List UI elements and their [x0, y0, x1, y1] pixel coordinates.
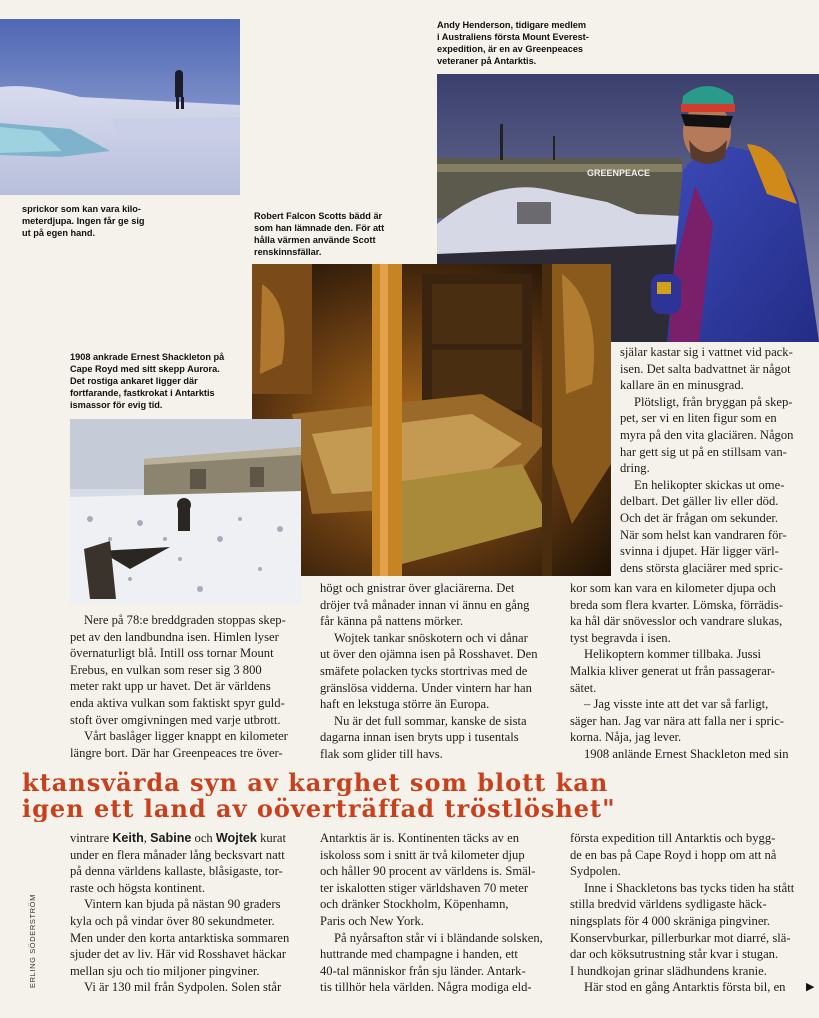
text-run: och — [191, 831, 216, 845]
paragraph: Wojtek tankar snöskotern och vi dånar ut över den ojämna isen på Rosshavet. Den smäfete polacken tycks stortrivas med de gränslösa vidderna. Under vintern har han haft en lekstuga större än Europa. — [320, 630, 538, 712]
paragraph: Här stod en gång Antarktis första bil, en — [584, 980, 786, 995]
paragraph — [70, 830, 302, 896]
upper-column-left — [70, 612, 302, 761]
paragraph: – Jag visste inte att det var så farligt, säger han. Jag var nära att falla ner i spric- korna. Nåja, jag lever. — [570, 697, 784, 745]
pull-quote-line-2: igen ett land av oöverträffad tröstlöshet" — [22, 796, 616, 822]
lower-column-2 — [320, 830, 552, 996]
greenpeace-sign: GREENPEACE — [587, 168, 651, 178]
name-sabine: Sabine — [150, 831, 192, 845]
lower-column-3 — [570, 830, 805, 996]
upper-column-right-top — [620, 344, 805, 576]
pull-quote-line-1: ktansvärda syn av karghet som blott kan — [22, 770, 609, 796]
paragraph: Inne i Shackletons bas tycks tiden ha stått stilla bredvid världens sydligaste häck- ningsplats för 4 000 skräniga pingviner. Konservburkar, pillerburkar mot diarré, slä- dar och köksutrustning står kvar i stugan. I hundkojan grinar slädhundens kranie. — [570, 880, 795, 978]
upper-column-right-bottom — [570, 580, 805, 763]
paragraph: 1908 anlände Ernest Shackleton med sin — [584, 746, 789, 761]
name-wojtek: Wojtek — [215, 831, 257, 845]
text-run: , — [143, 831, 151, 845]
paragraph: högt och gnistrar över glaciärerna. Det dröjer två månader innan vi ännu en gång får känna på nattens mörker. — [320, 581, 530, 629]
caption-andy-henderson: Andy Henderson, tidigare medlem i Australiens första Mount Everest- expedition, är en av Greenpeaces veteraner på Antarktis. — [437, 20, 589, 66]
photo-credit: ERLING SÖDERSTRÖM — [28, 894, 37, 988]
paragraph: själar kastar sig i vattnet vid pack- isen. Det salta badvattnet är något kallare än en minusgrad. — [620, 345, 793, 393]
photo-ice-crevasse — [0, 19, 240, 195]
continue-arrow-icon: ▶ — [806, 981, 815, 993]
upper-column-middle — [320, 580, 552, 763]
caption-scott-bed: Robert Falcon Scotts bädd är som han lämnade den. För att hålla värmen använde Scott renskinnsfällar. — [254, 211, 385, 257]
paragraph: Nu är det full sommar, kanske de sista dagarna innan isen bryts upp i tusentals flak som glider till havs. — [320, 713, 527, 761]
photo-shackleton-anchor — [70, 419, 301, 604]
paragraph: kor som kan vara en kilometer djupa och breda som flera kvarter. Lömska, förrädis- ka hål där snövesslor och vandrare slukas, tyst begravda i isen. — [570, 581, 783, 645]
paragraph: Vintern kan bjuda på nästan 90 graders kyla och på vindar över 80 sekundmeter. Men under den korta antarktiska sommaren sjuder det av liv. Här vid Rosshavet häckar mellan sju och tio miljoner pingviner. — [70, 897, 290, 978]
name-keith: Keith — [112, 831, 144, 845]
paragraph: Vårt baslåger ligger knappt en kilometer längre bort. Där har Greenpeaces tre över- — [70, 729, 288, 760]
paragraph: Helikoptern kommer tillbaka. Jussi Malkia kliver generat ut från passagerar- sätet. — [570, 647, 775, 695]
text-run: kurat under en flera månader lång becksvart natt på denna världens kallaste, blåsigaste, tor- raste och högsta kontinent. — [70, 831, 286, 895]
paragraph: Plötsligt, från bryggan på skep- pet, ser vi en liten figur som en myra på den vita glaciären. Någon har gett sig ut på en stillsam van- dring. — [620, 394, 794, 476]
paragraph: första expedition till Antarktis och bygg- de en bas på Cape Royd i hopp om att nå Sydpolen. — [570, 831, 777, 879]
photo-scott-hut-interior — [252, 264, 611, 576]
paragraph: Vi är 130 mil från Sydpolen. Solen står — [84, 980, 282, 995]
paragraph: En helikopter skickas ut ome- delbart. Det gäller liv eller död. Och det är frågan om sekunder. När som helst kan vandraren för- svinna i djupet. Här ligger värl- dens största glaciärer med spric- — [620, 477, 787, 575]
paragraph: På nyårsafton står vi i bländande solsken, huttrande med champagne i handen, ett 40-tal människor från sju länder. Antark- tis tillhör hela världen. Några modiga eld- — [320, 930, 543, 995]
caption-shackleton-anchor: 1908 ankrade Ernest Shackleton på Cape Royd med sitt skepp Aurora. Det rostiga ankaret ligger där fortfarande, fastkrokat i Antarktis ismassor för evig tid. — [70, 352, 225, 410]
paragraph: Nere på 78:e breddgraden stoppas skep- pet av den landbundna isen. Himlen lyser övernaturligt blå. Intill oss tornar Mount Erebus, en vulkan som reser sig 3 800 meter rakt upp ur havet. Det är världens enda aktiva vulkan som faktiskt spyr guld- stoft över omgivningen med varje utbrott. — [70, 613, 286, 727]
caption-ice: sprickor som kan vara kilo- meterdjupa. Ingen får ge sig ut på egen hand. — [22, 204, 145, 238]
text-run: vintrare — [70, 831, 113, 845]
lower-column-1 — [70, 830, 302, 996]
paragraph: Antarktis är is. Kontinenten täcks av en iskoloss som i snitt är två kilometer djup och håller 90 procent av världens is. Smäl- ter iskalotten stiger världshaven 70 meter och dränker Stockholm, Köpenhamn, Paris och New York. — [320, 831, 536, 928]
